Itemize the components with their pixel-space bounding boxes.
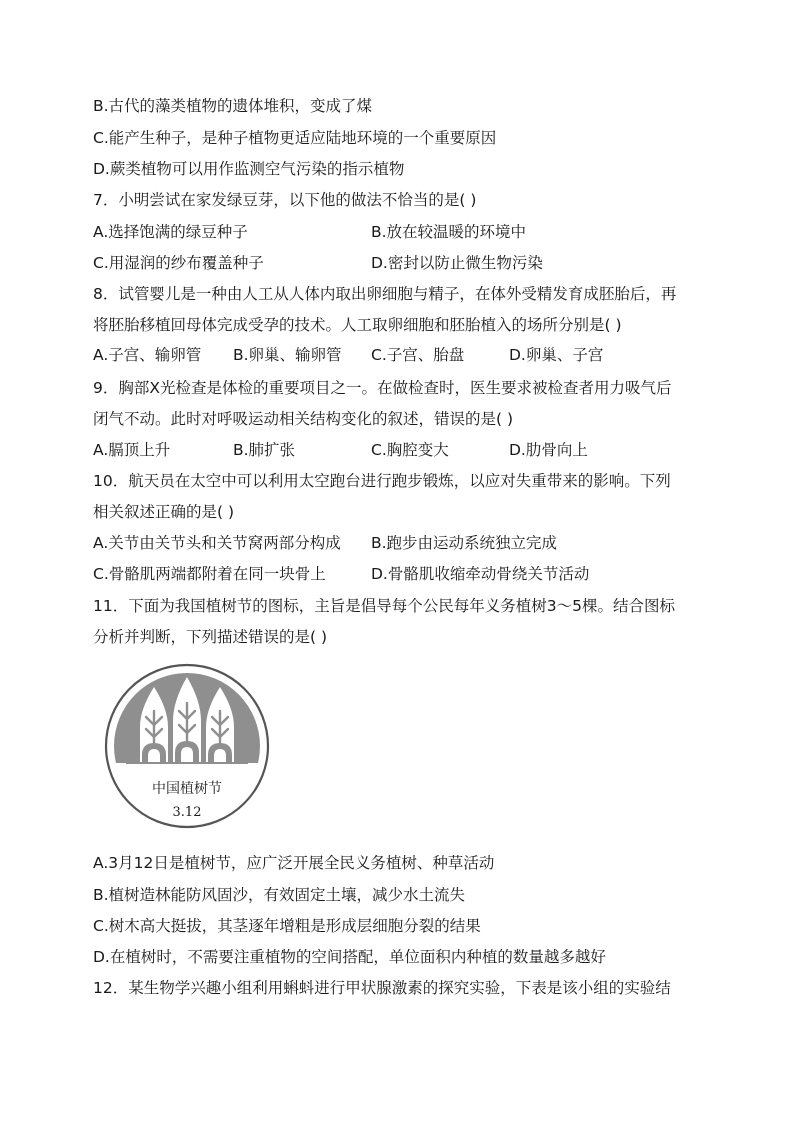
q6-option-b: B.古代的藻类植物的遗体堆积，变成了煤 (93, 97, 373, 115)
logo-date: 3.12 (172, 805, 202, 820)
q11-stem-line1: 11．下面为我国植树节的图标，主旨是倡导每个公民每年义务植树3～5棵。结合图标 (93, 597, 675, 615)
q8-option-c: C.子宫、胎盘 (371, 346, 465, 364)
q12-stem-line1: 12．某生物学兴趣小组利用蝌蚪进行甲状腺激素的探究实验，下表是该小组的实验结 (93, 979, 671, 997)
q10-option-c: C.骨骼肌两端都附着在同一块骨上 (93, 565, 326, 583)
q8-option-a: A.子宫、输卵管 (93, 346, 202, 364)
q6-option-c: C.能产生种子，是种子植物更适应陆地环境的一个重要原因 (93, 129, 497, 147)
logo-title: 中国植树节 (152, 781, 222, 797)
q11-stem-line2: 分析并判断，下列描述错误的是( ) (93, 628, 328, 646)
q6-option-d: D.蕨类植物可以用作监测空气污染的指示植物 (93, 160, 405, 178)
q8-stem-line1: 8．试管婴儿是一种由人工从人体内取出卵细胞与精子，在体外受精发育成胚胎后，再 (93, 285, 677, 303)
q11-option-a: A.3月12日是植树节，应广泛开展全民义务植树、种草活动 (93, 854, 495, 872)
q10-stem-line1: 10．航天员在太空中可以利用太空跑台进行跑步锻炼，以应对失重带来的影响。下列 (93, 472, 671, 490)
q9-option-a: A.膈顶上升 (93, 441, 171, 459)
q7-option-b: B.放在较温暖的环境中 (371, 223, 527, 241)
q9-stem-line2: 闭气不动。此时对呼吸运动相关结构变化的叙述，错误的是( ) (93, 410, 514, 428)
q7-option-c: C.用湿润的纱布覆盖种子 (93, 254, 264, 272)
q9-stem-line1: 9．胸部X光检查是体检的重要项目之一。在做检查时，医生要求被检查者用力吸气后 (93, 379, 672, 397)
arbor-day-logo (104, 663, 270, 829)
q7-option-a: A.选择饱满的绿豆种子 (93, 223, 248, 241)
q10-option-d: D.骨骼肌收缩牵动骨绕关节活动 (371, 565, 590, 583)
q9-option-c: C.胸腔变大 (371, 441, 449, 459)
q11-option-d: D.在植树时，不需要注重植物的空间搭配，单位面积内种植的数量越多越好 (93, 948, 606, 966)
q10-option-a: A.关节由关节头和关节窝两部分构成 (93, 534, 341, 552)
q11-option-c: C.树木高大挺拔，其茎逐年增粗是形成层细胞分裂的结果 (93, 917, 481, 935)
q8-stem-line2: 将胚胎移植回母体完成受孕的技术。人工取卵细胞和胚胎植入的场所分别是( ) (93, 316, 622, 334)
q10-stem-line2: 相关叙述正确的是( ) (93, 503, 235, 521)
q9-option-d: D.肋骨向上 (509, 441, 588, 459)
q10-option-b: B.跑步由运动系统独立完成 (371, 534, 558, 552)
q8-option-b: B.卵巢、输卵管 (233, 346, 342, 364)
q9-option-b: B.肺扩张 (233, 441, 296, 459)
q7-option-d: D.密封以防止微生物污染 (371, 254, 543, 272)
q8-option-d: D.卵巢、子宫 (509, 346, 604, 364)
q7-stem: 7．小明尝试在家发绿豆芽，以下他的做法不恰当的是( ) (93, 191, 477, 209)
q11-option-b: B.植树造林能防风固沙，有效固定土壤，减少水土流失 (93, 886, 466, 904)
